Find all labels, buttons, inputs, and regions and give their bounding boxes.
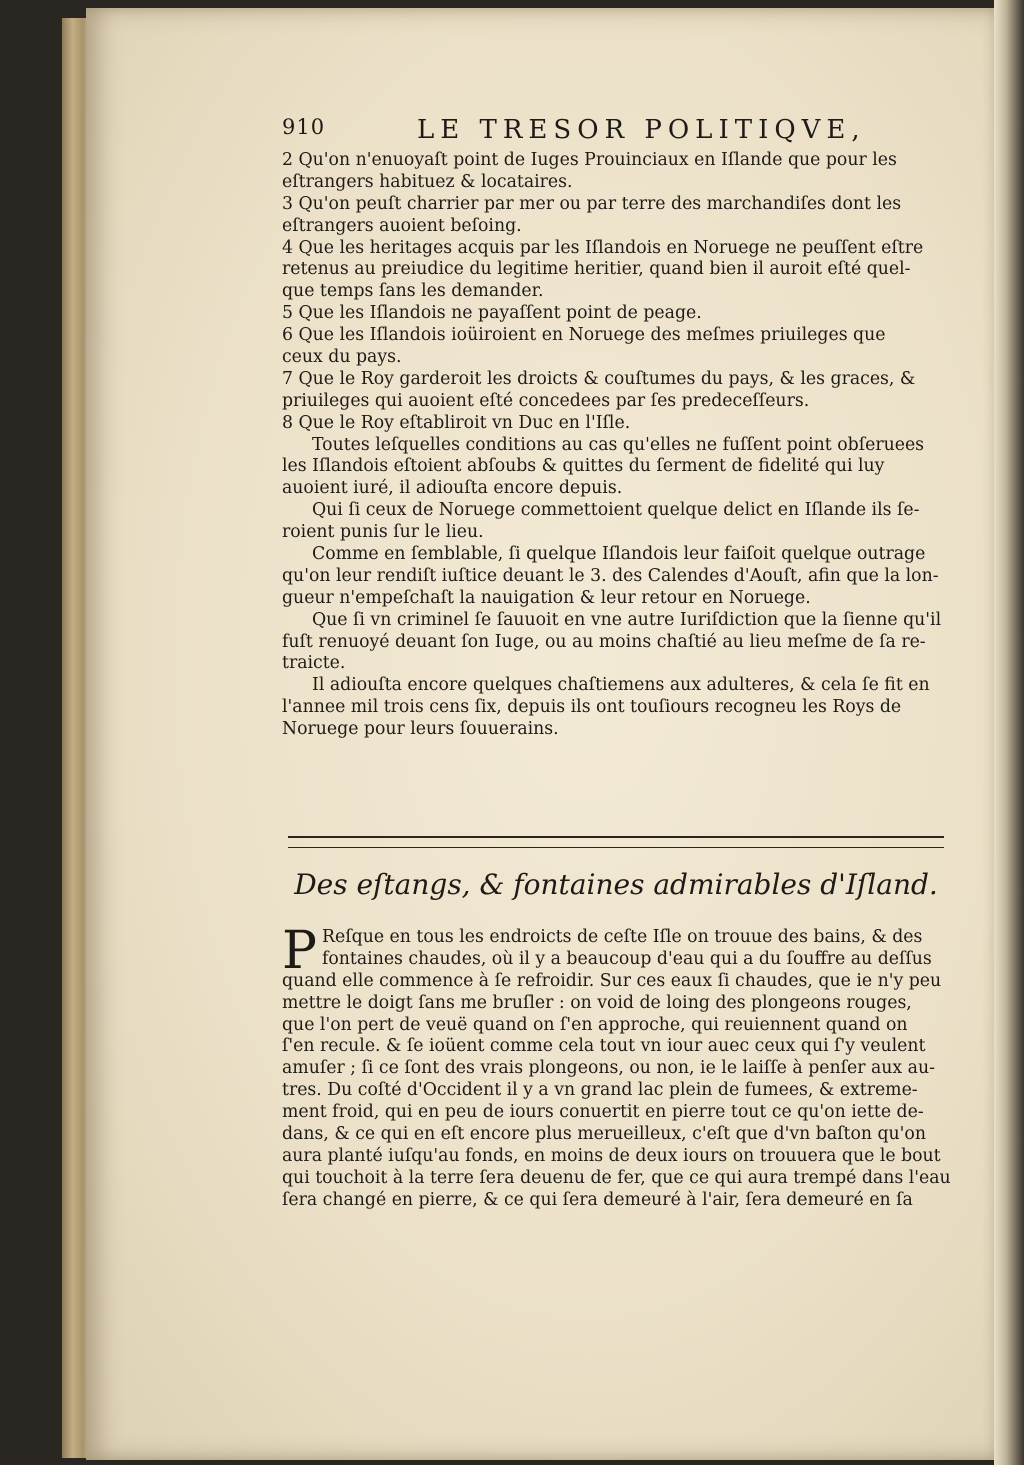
text-line: eſtrangers auoient beſoing. (282, 215, 522, 236)
section-body (282, 921, 951, 1212)
text-line: tres. Du coſté d'Occident il y a vn grand lac plein de fumees, & extreme- (282, 1080, 918, 1101)
text-line: les Iſlandois eſtoient abſoubs & quittes du ſerment de fidelité qui luy (282, 456, 885, 477)
text-line: Il adiouſta encore quelques chaſtiemens aux adulteres, & cela ſe fit en (312, 675, 930, 696)
text-line: que l'on pert de veuë quand on ſ'en approche, qui reuiennent quand on (282, 1014, 908, 1035)
text-line: 3 Qu'on peuſt charrier par mer ou par terre des marchandiſes dont les (282, 193, 902, 214)
text-line: ment froid, qui en peu de iours conuertit en pierre tout ce qu'on iette de- (282, 1102, 924, 1123)
running-title: LE TRESOR POLITIQVE, (417, 115, 866, 145)
text-line: mettre le doigt ſans me bruſler : on void de loing des plongeons rouges, (282, 992, 912, 1013)
text-line: 5 Que les Iſlandois ne payaſſent point de peage. (282, 303, 702, 324)
text-line: Toutes leſquelles conditions au cas qu'elles ne fuſſent point obſeruees (312, 434, 925, 455)
drop-cap: P (282, 921, 317, 981)
text-line: l'annee mil trois cens ſix, depuis ils ont touſiours recogneu les Roys de (282, 697, 902, 718)
text-line: priuileges qui auoient eſté concedees par ſes predeceſſeurs. (282, 390, 810, 411)
text-line: Qui ſi ceux de Noruege commettoient quelque delict en Iſlande ils ſe- (312, 500, 920, 521)
text-line: retenus au preiudice du legitime heritier, quand bien il auroit eſté quel- (282, 259, 911, 280)
text-line: eſtrangers habituez & locataires. (282, 171, 573, 192)
section-divider (288, 836, 944, 848)
text-line: 6 Que les Iſlandois ioüiroient en Noruege des meſmes priuileges que (282, 325, 886, 346)
page-number: 910 (282, 115, 326, 139)
text-line: qu'on leur rendiſt iuſtice deuant le 3. des Calendes d'Aouſt, afin que la lon- (282, 565, 939, 586)
text-line: traicte. (282, 653, 346, 674)
text-line: qui touchoit à la terre ſera deuenu de fer, que ce qui aura trempé dans l'eau (282, 1167, 951, 1188)
text-line: gueur n'empeſchaſt la nauigation & leur retour en Noruege. (282, 587, 811, 608)
text-line: 7 Que le Roy garderoit les droicts & couſtumes du pays, & les graces, & (282, 368, 916, 389)
text-line: Noruege pour leurs ſouuerains. (282, 719, 559, 740)
text-line: amuſer ; ſi ce ſont des vrais plongeons, ou non, ie le laiſſe à penſer aux au- (282, 1058, 935, 1079)
section-title: Des eſtangs, & fontaines admirables d'Iſland. (294, 868, 938, 901)
text-line: Reſque en tous les endroicts de ceſte Iſle on trouue des bains, & des (322, 927, 923, 947)
page-header (282, 115, 962, 155)
text-line: ſ'en recule. & ſe ioüent comme cela tout vn iour auec ceux qui ſ'y veulent (282, 1036, 926, 1057)
text-line: que temps ſans les demander. (282, 281, 544, 302)
text-line: aura planté iuſqu'au fonds, en moins de deux iours on trouuera que le bout (282, 1145, 941, 1166)
text-line: 8 Que le Roy eſtabliroit vn Duc en l'Iſle. (282, 412, 631, 433)
text-line: quand elle commence à ſe refroidir. Sur ces eaux ſi chaudes, que ie n'y peu (282, 970, 942, 991)
text-line: roient punis ſur le lieu. (282, 522, 484, 543)
text-line: auoient iuré, il adiouſta encore depuis. (282, 478, 623, 499)
text-line: fontaines chaudes, où il y a beaucoup d'eau qui a du ſouffre au deſſus (322, 948, 932, 969)
articles-text (282, 150, 950, 741)
text-line: fuſt renuoyé deuant ſon Iuge, ou au moins chaſtié au lieu meſme de ſa re- (282, 631, 926, 652)
text-line: ſera changé en pierre, & ce qui ſera demeuré à l'air, ſera demeuré en ſa (282, 1189, 913, 1210)
book-gutter (994, 0, 1024, 1465)
text-line: 2 Qu'on n'enuoyaſt point de Iuges Prouinciaux en Iſlande que pour les (282, 150, 897, 170)
text-line: Comme en ſemblable, ſi quelque Iſlandois leur faiſoit quelque outrage (312, 544, 926, 565)
text-line: 4 Que les heritages acquis par les Iſlandois en Noruege ne peuſſent eſtre (282, 237, 924, 258)
text-line: dans, & ce qui en eſt encore plus merueilleux, c'eſt que d'vn baſton qu'on (282, 1124, 926, 1145)
text-line: ceux du pays. (282, 347, 402, 368)
text-line: Que ſi vn criminel ſe ſauuoit en vne autre Iuriſdiction que la ſienne qu'il (312, 609, 942, 630)
